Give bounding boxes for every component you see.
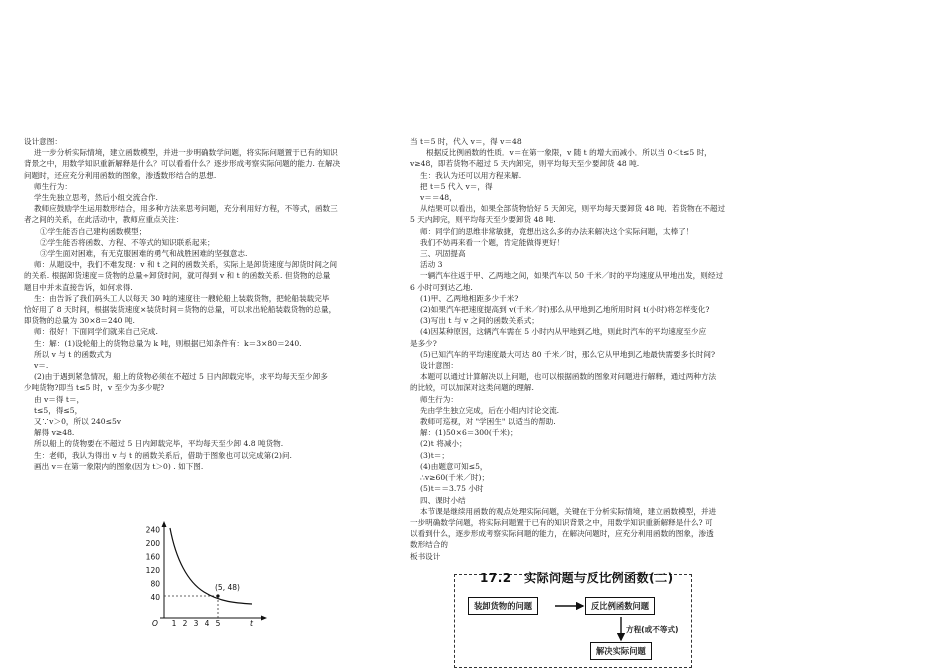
- text-line: 画出 v＝在第一象限内的图象(因为 t＞0) . 如下图.: [34, 461, 204, 471]
- text-line: 解：(1)50×6＝300(千米)；: [420, 428, 518, 438]
- text-line: ①学生能否自己建构函数模型；: [40, 226, 147, 236]
- x-tick-label: 3: [193, 619, 199, 628]
- y-tick-label: 160: [145, 552, 160, 562]
- text-line: 板书设计: [410, 551, 441, 561]
- text-line: 进一步分析实际情境，建立函数模型，并进一步明确数学问题，将实际问题置于已有的知识: [34, 148, 338, 158]
- text-line: (1)甲、乙两地相距多少千米?: [420, 293, 519, 303]
- text-line: 问题时，还应充分利用函数的图象，渗透数形结合的思想.: [24, 170, 217, 180]
- text-line: 所以船上的货物要在不超过 5 日内卸载完毕，平均每天至少卸 4.8 吨货物.: [34, 439, 284, 449]
- text-line: (2)由于遇到紧急情况，船上的货物必须在不超过 5 日内卸载完毕，求平均每天至少卸多: [34, 372, 328, 382]
- node-inverse-function-problem: 反比例函数问题: [585, 597, 655, 615]
- text-line: 师生行为：: [420, 394, 458, 404]
- y-axis-arrow: [162, 521, 167, 527]
- x-tick-label: 4: [204, 619, 210, 628]
- text-line: 一辆汽车往返于甲、乙两地之间，如果汽车以 50 千米／时的平均速度从甲地出发，则经过: [420, 271, 724, 281]
- text-line: 5 天内卸完，则平均每天至少要卸货 48 吨.: [410, 215, 556, 225]
- text-line: 少吨货物?即当 t≤5 时，v 至少为多少呢?: [24, 383, 165, 393]
- y-tick-label: 240: [145, 525, 160, 535]
- text-line: 学生先独立思考，然后小组交流合作.: [34, 193, 158, 203]
- text-line: ②学生能否将函数、方程、不等式的知识联系起来；: [40, 237, 215, 247]
- board-arrows: [448, 565, 694, 669]
- text-line: 恰好用了 8 天时间，根据装货速度×装货时间＝货物的总量，可以求出轮船装载货物的总量，: [24, 305, 337, 315]
- text-line: 师：很好！下面同学们就来自己完成.: [34, 327, 158, 337]
- x-tick-label: 2: [182, 619, 188, 628]
- point-marker: [216, 594, 219, 597]
- text-line: ∴v≥60(千米／时)；: [420, 473, 490, 483]
- node-loading-problem: 装卸货物的问题: [468, 597, 538, 615]
- text-line: 设计意图：: [24, 137, 62, 146]
- text-line: (4)由题意可知≤5，: [420, 461, 488, 471]
- text-line: 设计意图：: [420, 361, 458, 371]
- text-line: 以看到什么，逐步形成考察实际问题的能力，在解决问题时，应充分利用函数的图象，渗透: [410, 529, 714, 539]
- node-solve-problem: 解决实际问题: [590, 642, 652, 660]
- text-line: 由 v＝得 t＝，: [34, 394, 85, 404]
- text-line: 我们不妨再来看一个题，肯定能做得更好！: [420, 237, 565, 247]
- text-line: 活动 3: [420, 260, 443, 270]
- point-label: (5, 48): [215, 583, 240, 592]
- hyperbola-curve: [170, 528, 252, 604]
- text-line: 数形结合的: [410, 540, 448, 550]
- text-line: 教师应鼓励学生运用数形结合，用多种方法来思考问题，充分利用好方程，不等式，函数三: [34, 204, 338, 214]
- text-line: (5)t＝＝3.75 小时: [420, 484, 484, 494]
- text-line: 三、巩固提高: [420, 249, 466, 259]
- text-line: 的比较，可以加深对这类问题的理解.: [410, 383, 534, 393]
- text-line: 题目中并未直接告诉，如何求得.: [24, 282, 133, 292]
- text-line: 师：同学们的思维非常敏捷，竟想出这么多的办法来解决这个实际问题，太棒了！: [420, 226, 694, 236]
- x-tick-label: 5: [215, 619, 221, 628]
- text-line: 从结果可以看出，如果全部货物恰好 5 天卸完，则平均每天要卸货 48 吨．若货物在不超过: [420, 204, 726, 214]
- inverse-function-graph: [140, 520, 270, 628]
- text-line: 解得 v≥48.: [34, 428, 75, 438]
- x-tick-label: 1: [171, 619, 177, 628]
- text-line: v＝＝48，: [420, 193, 457, 203]
- text-line: 又∵v＞0，所以 240≤5v: [34, 417, 122, 427]
- text-line: 生：老师，我认为得出 v 与 t 的函数关系后，借助于图象也可以完成第(2)问.: [34, 450, 292, 460]
- board-title: 17.2 实际问题与反比例函数(二): [480, 571, 674, 585]
- origin-label: O: [152, 619, 158, 628]
- text-line: ③学生面对困难，有无克服困难的勇气和战胜困难的坚强意志.: [40, 249, 248, 259]
- text-line: 根据反比例函数的性质．v＝在第一象限，v 随 t 的增大而减小．所以当 0＜t≤5 时，: [426, 148, 712, 158]
- text-line: v≥48，即若货物不超过 5 天内卸完，则平均每天至少要卸货 48 吨.: [410, 159, 640, 169]
- text-line: 本题可以通过计算解决以上问题，也可以根据函数的图象对问题进行解释，通过两种方法: [420, 372, 717, 382]
- text-line: 背景之中，用数学知识重新解释是什么？可以看看什么？逐步形成考察实际问题的能力. 在解决: [24, 159, 341, 169]
- y-tick-label: 120: [145, 566, 160, 575]
- text-line: (2)t 将减小；: [420, 439, 467, 449]
- left-text-column: [24, 136, 380, 472]
- text-line: 四、课时小结: [420, 495, 466, 505]
- text-line: 师：从题设中，我们不难发现：v 和 t 之间的函数关系，实际上是卸货速度与卸货时间之间: [34, 260, 338, 270]
- text-line: 把 t＝5 代入 v＝，得: [420, 181, 493, 191]
- y-tick-label: 40: [150, 593, 160, 602]
- y-tick-label: 200: [145, 539, 160, 548]
- text-line: (5)已知汽车的平均速度最大可达 80 千米／时，那么它从甲地到乙地最快需要多长时间?: [420, 349, 716, 359]
- text-line: 生：我认为还可以用方程来解.: [420, 170, 522, 180]
- board-design-diagram: [448, 565, 694, 669]
- text-line: 的关系. 根据卸货速度＝货物的总量÷卸货时间，就可得到 v 和 t 的函数关系. 但货物的总量: [24, 271, 331, 281]
- text-line: 本节课是继续用函数的观点处理实际问题，关键在于分析实际情境，建立函数模型，并进: [420, 506, 717, 516]
- text-line: 生：解：(1)设轮船上的货物总量为 k 吨，则根据已知条件有：k＝3×80＝240.: [34, 338, 302, 348]
- text-line: 6 小时可到达乙地.: [410, 282, 473, 292]
- text-line: (3)t＝；: [420, 450, 449, 460]
- edge-label-equation: 方程(或不等式): [626, 625, 679, 634]
- text-line: 一步明确数学问题，将实际问题置于已有的知识背景之中，用数学知识重新解释是什么? 可: [410, 517, 713, 527]
- text-line: 当 t＝5 时，代入 v＝，得 v＝48: [410, 137, 522, 146]
- text-line: 先由学生独立完成，后在小组内讨论交流.: [420, 405, 560, 415]
- text-line: 者之间的关系，在此活动中，教师应重点关注：: [24, 215, 184, 225]
- right-text-column: [410, 136, 766, 562]
- text-line: 所以 v 与 t 的函数式为: [34, 349, 112, 359]
- text-line: t≤5，得≤5，: [34, 405, 83, 415]
- text-line: 教师可巡视，对 "学困生" 以适当的帮助.: [420, 417, 556, 427]
- y-tick-label: 80: [150, 579, 160, 589]
- text-line: (4)因某种原因，这辆汽车需在 5 小时内从甲地到乙地，则此时汽车的平均速度至少应: [420, 327, 707, 337]
- text-line: v＝.: [34, 361, 49, 371]
- text-line: (3)写出 t 与 v 之间的函数关系式；: [420, 316, 539, 326]
- text-line: 师生行为：: [34, 181, 72, 191]
- x-axis-arrow: [261, 616, 267, 621]
- text-line: 是多少?: [410, 338, 437, 348]
- text-line: (2)如果汽车把速度提高到 v(千米／时)那么从甲地到乙地所用时间 t(小时)将怎样变化?: [420, 305, 710, 315]
- text-line: 生：由告诉了我们码头工人以每天 30 吨的速度往一艘轮船上装载货物，把轮船装载完毕: [34, 293, 330, 303]
- text-line: 即货物的总量为 30×8＝240 吨.: [24, 316, 135, 326]
- x-axis-label: t: [250, 619, 253, 628]
